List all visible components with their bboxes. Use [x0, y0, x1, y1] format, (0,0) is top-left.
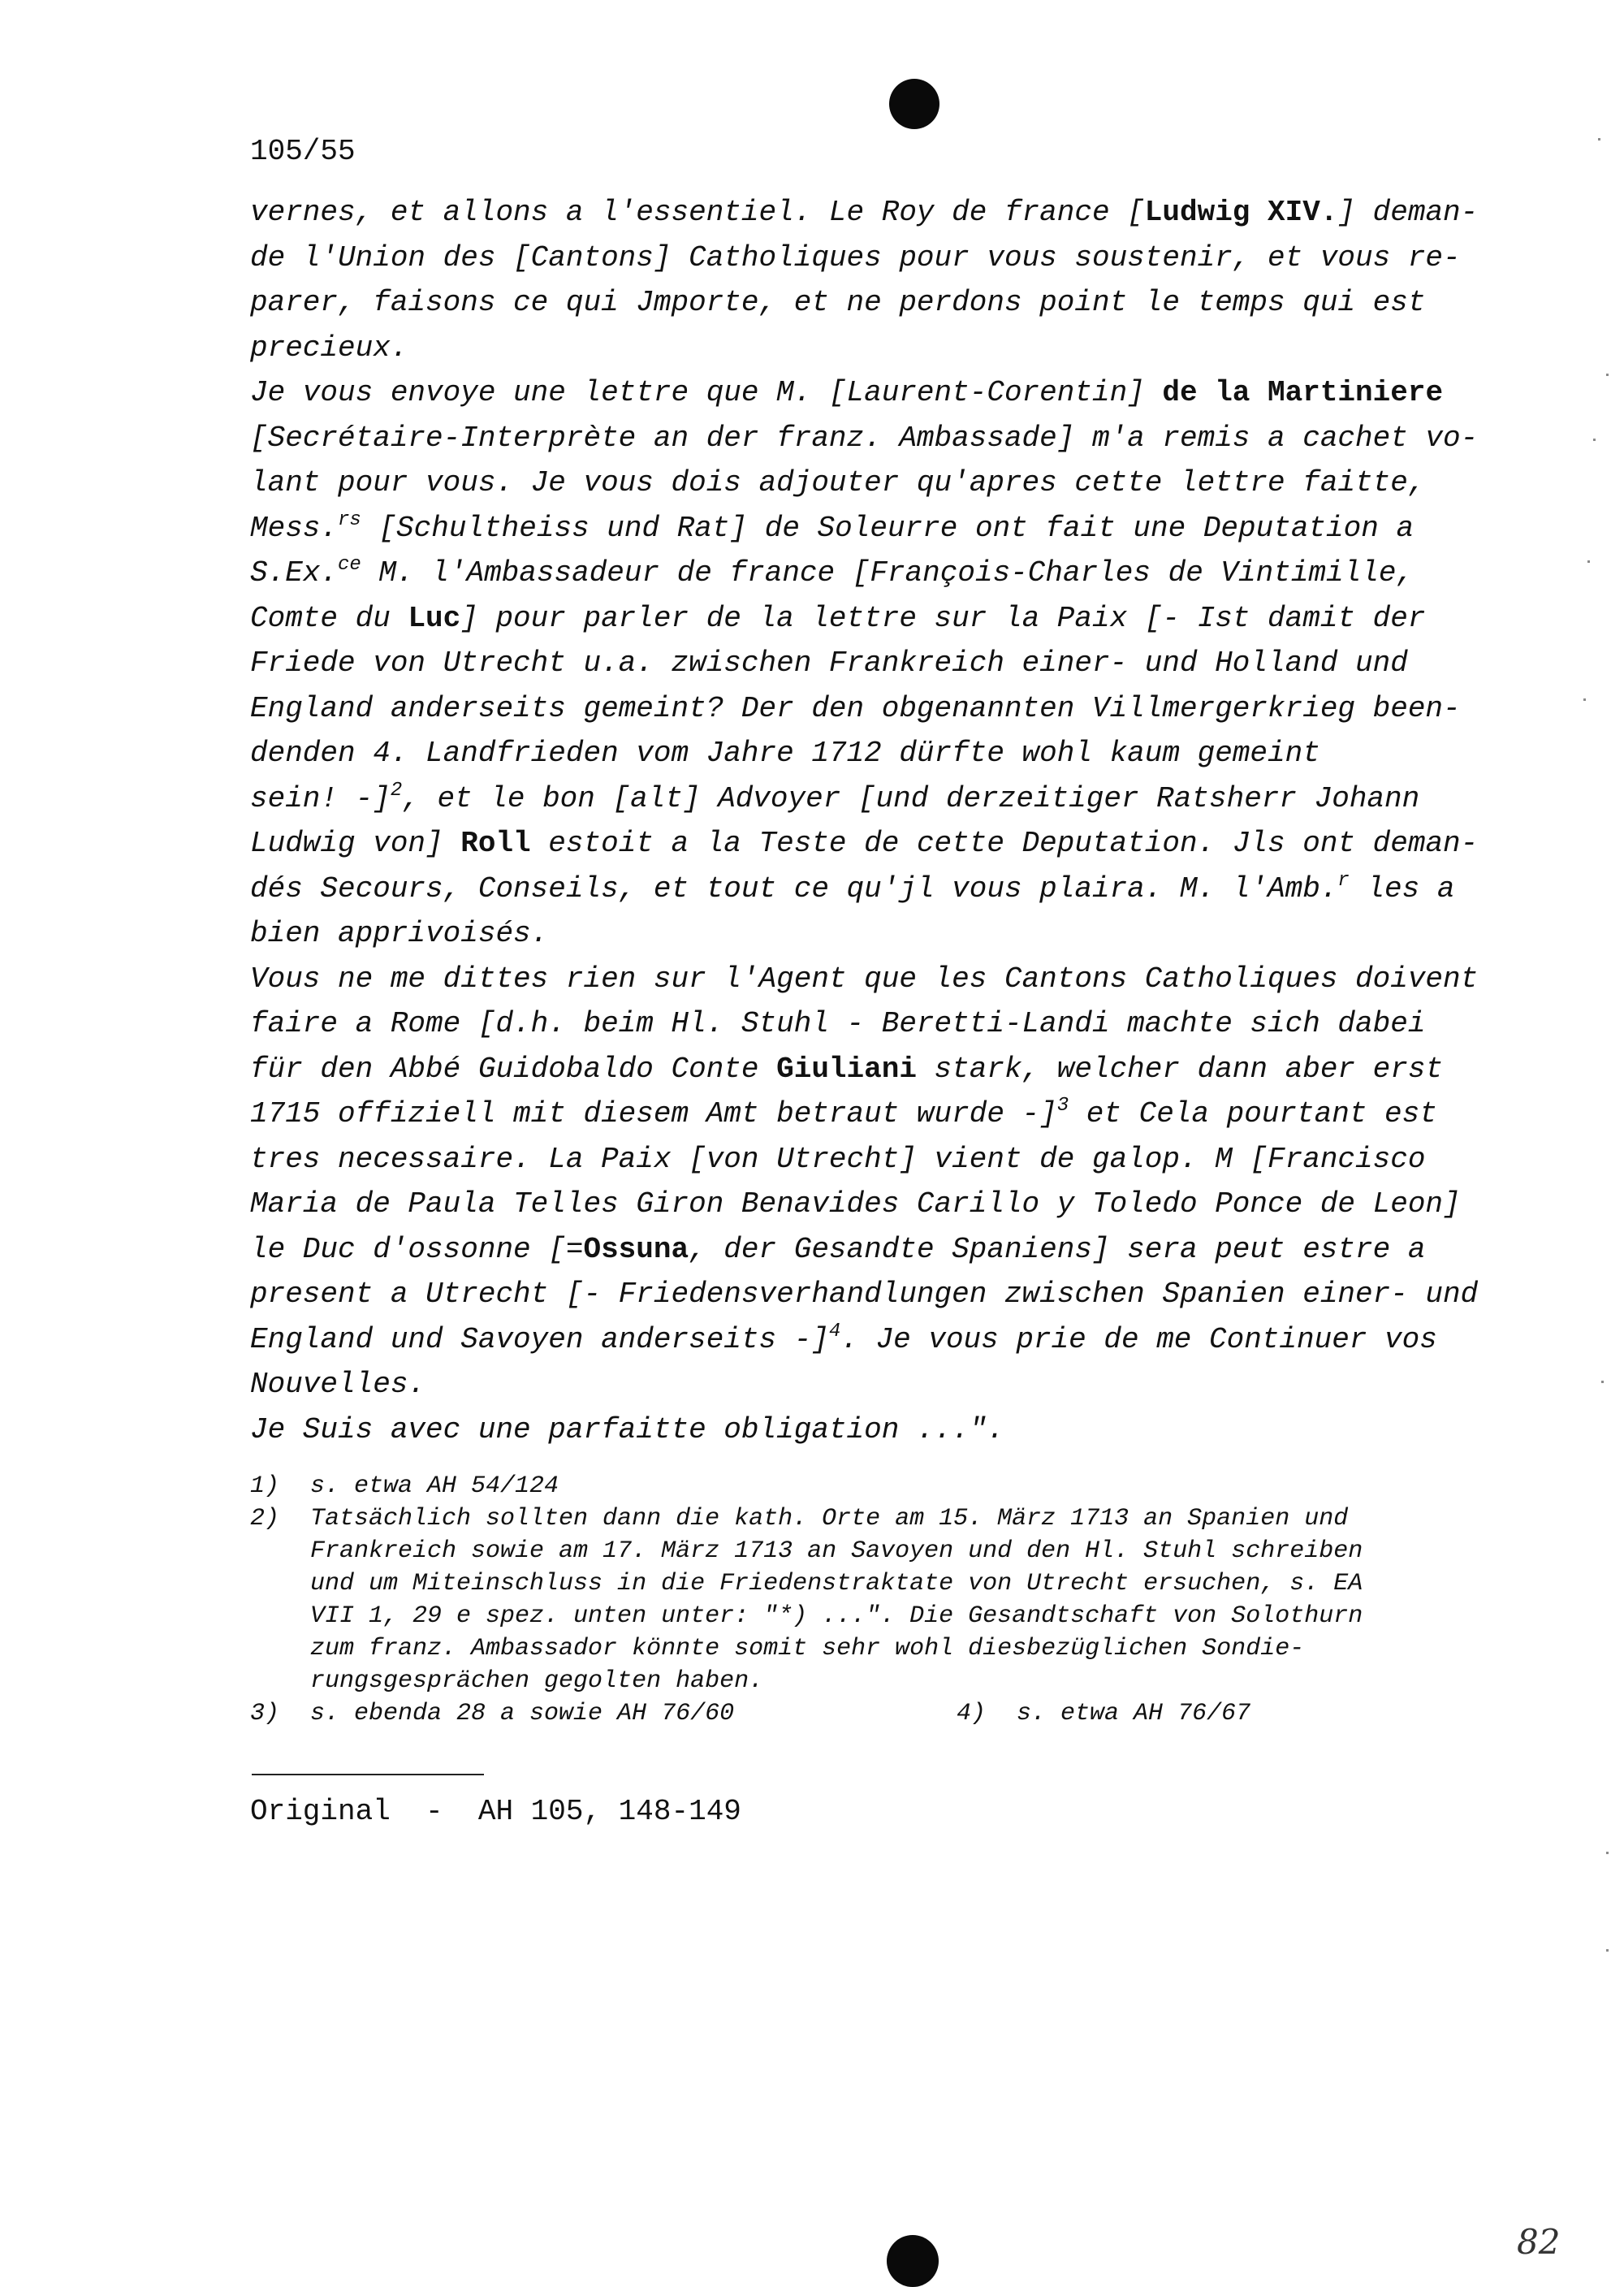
text-run: 1715 offiziell mit diesem Amt betraut wurde -]: [250, 1097, 1057, 1131]
text-run: lant pour vous. Je vous dois adjouter qu'apres cette lettre faitte,: [250, 466, 1426, 499]
text-run: S.Ex.: [250, 556, 339, 590]
text-run: vernes, et allons a l'essentiel. Le Roy de france [: [250, 196, 1145, 229]
text-run: parer, faisons ce qui Jmporte, et ne perdons point le temps qui est: [250, 286, 1426, 319]
footnote-3: [250, 1697, 957, 1730]
bold-name: Ossuna: [583, 1232, 689, 1266]
scan-speck: [1606, 1852, 1609, 1854]
text-run: denden 4. Landfrieden vom Jahre 1712 dürfte wohl kaum gemeint: [250, 737, 1320, 770]
body-line: [250, 957, 1517, 1002]
text-run: England und Savoyen anderseits -]: [250, 1322, 829, 1356]
text-run: dés Secours, Conseils, et tout ce qu'jl vous plaira. M. l'Amb.: [250, 871, 1338, 906]
footnote-text: s. etwa AH 76/67: [1017, 1700, 1251, 1727]
body-line: [250, 460, 1517, 506]
footnote-text: s. etwa AH 54/124: [310, 1472, 559, 1500]
footnotes: [250, 1470, 1517, 1730]
body-line: [250, 1227, 1517, 1273]
body-line: [250, 190, 1517, 236]
body-line: [250, 1047, 1517, 1092]
text-run: . Je vous prie de me Continuer vos: [840, 1322, 1437, 1356]
text-run: , et le bon [alt] Advoyer [und derzeitiger Ratsherr Johann: [402, 781, 1420, 815]
text-run: [Schultheiss und Rat] de Soleurre ont fait une Deputation a: [361, 511, 1415, 545]
bold-name: Luc: [408, 601, 461, 635]
text-run: et Cela pourtant est: [1069, 1097, 1437, 1131]
separator-rule: [252, 1774, 484, 1775]
text-run: Ludwig von]: [250, 827, 461, 860]
body-line: [250, 596, 1517, 642]
text-run: faire a Rome [d.h. beim Hl. Stuhl - Beretti-Landi machte sich dabei: [250, 1007, 1426, 1040]
body-line: [250, 506, 1517, 551]
punch-hole-top: [889, 79, 939, 129]
footnote-1: [250, 1470, 1517, 1502]
footnote-number: 1): [250, 1472, 280, 1500]
text-run: present a Utrecht [- Friedensverhandlungen zwischen Spanien einer- und: [250, 1278, 1479, 1311]
scan-speck: [1583, 698, 1586, 701]
scan-speck: [1606, 374, 1609, 376]
text-run: M. l'Ambassadeur de france [François-Charles de Vintimille,: [361, 556, 1415, 590]
text-run: les a: [1349, 871, 1455, 906]
body-line: [250, 1001, 1517, 1047]
text-run: tres necessaire. La Paix [von Utrecht] vient de galop. M [Francisco: [250, 1142, 1426, 1176]
body-line: [250, 867, 1517, 912]
scan-speck: [1606, 1949, 1609, 1952]
footnote-line: und um Miteinschluss in die Friedenstraktate von Utrecht ersuchen, s. EA: [310, 1570, 1363, 1597]
text-run: Je Suis avec une parfaitte obligation ...".: [250, 1412, 1004, 1446]
text-run: bien apprivoisés.: [250, 917, 549, 950]
text-run: Mess.: [250, 511, 339, 545]
body-line: [250, 280, 1517, 326]
scan-speck: [1601, 1381, 1604, 1383]
text-run: Comte du: [250, 601, 408, 635]
footnote-line: VII 1, 29 e spez. unten unter: "*) ...". Die Gesandtschaft von Solothurn: [310, 1602, 1363, 1630]
superscript: r: [1337, 869, 1350, 892]
footnote-text: [310, 1502, 1363, 1697]
text-run: stark, welcher dann aber erst: [916, 1052, 1444, 1086]
footnote-number: 4): [957, 1700, 987, 1727]
text-run: de l'Union des [Cantons] Catholiques pour vous soustenir, et vous re-: [250, 240, 1461, 275]
text-run: [Secrétaire-Interprète an der franz. Ambassade] m'a remis a cachet vo-: [250, 421, 1479, 455]
body-line: [250, 1272, 1517, 1317]
bold-name: de la Martiniere: [1162, 376, 1444, 409]
text-run: precieux.: [250, 331, 408, 365]
page-reference: 105/55: [250, 135, 356, 168]
body-line: [250, 686, 1517, 732]
scan-speck: [1593, 439, 1596, 441]
punch-hole-bottom: [887, 2235, 939, 2287]
body-line: [250, 1092, 1517, 1137]
superscript: 3: [1056, 1095, 1069, 1117]
text-run: le Duc d'ossonne [=: [250, 1232, 584, 1266]
body-line: [250, 1182, 1517, 1227]
text-run: ] pour parler de la lettre sur la Paix [- Ist damit der: [460, 601, 1426, 635]
bold-name: Ludwig XIV.: [1144, 196, 1338, 229]
superscript: rs: [338, 508, 361, 531]
body-line: [250, 911, 1517, 957]
body-line: [250, 551, 1517, 596]
text-run: Nouvelles.: [250, 1368, 426, 1401]
text-run: Friede von Utrecht u.a. zwischen Frankreich einer- und Holland und: [250, 646, 1408, 680]
bold-name: Giuliani: [776, 1052, 917, 1086]
body-line: [250, 731, 1517, 776]
footnote-line: Tatsächlich sollten dann die kath. Orte am 15. März 1713 an Spanien und: [310, 1505, 1349, 1533]
body-line: [250, 1362, 1517, 1407]
footnote-number: 2): [250, 1505, 280, 1533]
scan-speck: [1598, 138, 1600, 141]
text-run: England anderseits gemeint? Der den obgenannten Villmergerkrieg been-: [250, 691, 1461, 725]
superscript: ce: [338, 554, 361, 576]
body-line: [250, 370, 1517, 416]
footnote-number: 3): [250, 1700, 280, 1727]
letter-body: [250, 190, 1517, 1452]
body-line: [250, 1407, 1517, 1453]
text-run: ] deman-: [1337, 196, 1479, 229]
scan-speck: [1587, 560, 1590, 563]
body-line: [250, 776, 1517, 822]
text-run: estoit a la Teste de cette Deputation. Jls ont deman-: [530, 827, 1479, 860]
handwritten-page-number: 82: [1517, 2222, 1561, 2262]
footnote-2: [250, 1502, 1517, 1697]
footnotes-3-4: [250, 1697, 1517, 1730]
source-reference: Original - AH 105, 148-149: [250, 1795, 741, 1828]
text-run: für den Abbé Guidobaldo Conte: [250, 1052, 777, 1086]
footnote-line: Frankreich sowie am 17. März 1713 an Savoyen und den Hl. Stuhl schreiben: [310, 1537, 1363, 1565]
body-line: [250, 1317, 1517, 1363]
body-line: [250, 416, 1517, 461]
footnote-line: rungsgesprächen gegolten haben.: [310, 1667, 764, 1695]
text-run: Maria de Paula Telles Giron Benavides Carillo y Toledo Ponce de Leon]: [250, 1187, 1461, 1221]
text-run: Vous ne me dittes rien sur l'Agent que les Cantons Catholiques doivent: [250, 962, 1479, 996]
body-line: [250, 1137, 1517, 1182]
text-run: Je vous envoye une lettre que M. [Laurent-Corentin]: [250, 376, 1163, 409]
superscript: 2: [390, 779, 403, 802]
footnote-text: s. ebenda 28 a sowie AH 76/60: [310, 1700, 735, 1727]
text-run: sein! -]: [250, 781, 391, 815]
bold-name: Roll: [460, 827, 531, 860]
text-run: , der Gesandte Spaniens] sera peut estre a: [689, 1232, 1426, 1266]
body-line: [250, 326, 1517, 371]
footnote-line: zum franz. Ambassador könnte somit sehr wohl diesbezüglichen Sondie-: [310, 1635, 1305, 1662]
superscript: 4: [828, 1320, 841, 1342]
body-line: [250, 821, 1517, 867]
body-line: [250, 641, 1517, 686]
body-line: [250, 236, 1517, 281]
footnote-4: [957, 1697, 1250, 1730]
